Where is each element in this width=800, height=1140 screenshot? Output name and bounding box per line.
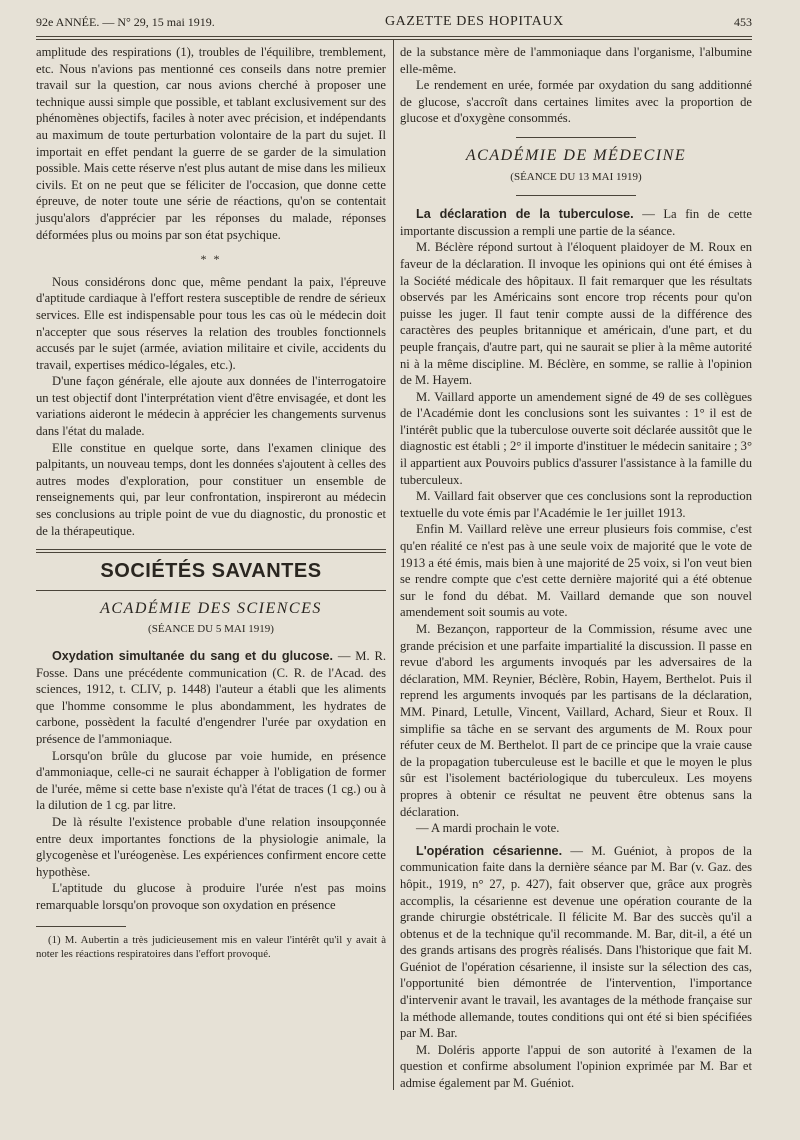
- issue-info: 92e ANNÉE. — N° 29, 15 mai 1919.: [36, 14, 215, 29]
- section-title: SOCIÉTÉS SAVANTES: [100, 560, 322, 583]
- paragraph: Le rendement en urée, formée par oxydation du sang additionné de glucose, s'accroît dans certaines limites avec la proportion de glucose et d'oxygène consommés.: [400, 78, 752, 126]
- section-rule-bottom: [36, 590, 386, 591]
- article-lead: La déclaration de la tuberculose.: [416, 207, 634, 222]
- section-rule-top: [36, 549, 386, 553]
- paragraph: Nous considérons donc que, même pendant la paix, l'épreuve d'aptitude cardiaque à l'effort restera susceptible de rendre de sérieux services. Elle est indispensable pour tous les cas où le médecin doit n'accepter que sous réserves la relation des troubles fonctionnels accusés par le sujet (armée, aviation militaire et civile, accidents du travail, expertises médico-légales, etc.).: [36, 274, 386, 372]
- paragraph: L'aptitude du glucose à produire l'urée n'est pas moins remarquable lorsqu'on provoque son oxydation en présence: [36, 881, 386, 912]
- article-paragraph: [36, 648, 386, 748]
- paragraph: M. Béclère répond surtout à l'éloquent plaidoyer de M. Roux en faveur de la déclaration. Il invoque les opinions qui ont été émises à la Société médicale des hôpitaux. Il fait remarquer que les résultats observés par les Américains sont encore trop récents pour qu'on puisse les juger. Il faut tenir compte aussi de la différence des caractères des peuples britannique et américain, d'une part, et du peuple français, d'autre part, qui ne saurait se plier à la même autorité ni à la même discipline. M. Béclère, en somme, se rallie à l'opinion de M. Hayem.: [400, 240, 752, 388]
- paragraph: M. Doléris apporte l'appui de son autorité à l'examen de la question et confirme absolument l'opinion exprimée par M. Bar et admise également par M. Guéniot.: [400, 1042, 752, 1091]
- paragraph: — A mardi prochain le vote.: [416, 821, 560, 836]
- paragraph: De là résulte l'existence probable d'une relation insoupçonnée entre deux importantes fonctions de la physiologie animale, la glycogenèse et l'uréogenèse. Les expériences confirment encore cette hypothèse.: [36, 814, 386, 879]
- paragraph: amplitude des respirations (1), troubles de l'équilibre, tremblement, etc. Nous n'avions pas mentionné ces conseils dans notre premier travail sur la question, car nous avions cherché à proposer une technique aussi simple que possible, et tablant exclusivement sur des phénomènes objectifs, faciles à noter avec précision, et indépendants au maximum de toute perturbation volontaire de la part du sujet. Il importait en effet pendant la guerre de se garder de la simulation possible. Mais cette réserve n'est plus autant de mise dans les milieux civils. Et on ne peut que se féliciter de l'occasion, que donne cette épreuve, de noter toute une série de réactions, qu'on se contentait jusqu'alors d'apprécier par les réponses du malade, réponses déformées plus ou moins par son état psychique.: [36, 45, 386, 242]
- footnote-rule: [36, 926, 126, 927]
- footnote: (1) M. Aubertin a très judicieusement mis en valeur l'intérêt qu'il y avait à noter les réactions respiratoires dans l'effort provoqué.: [36, 933, 386, 960]
- page-number: 453: [733, 14, 752, 29]
- academy-title: ACADÉMIE DE MÉDECINE: [465, 146, 687, 164]
- paragraph: D'une façon générale, elle ajoute aux données de l'interrogatoire un test objectif dont l'interprétation vient d'être envisagée, et dont les variations aideront le médecin à apprécier les changements survenus dans l'état du malade.: [36, 374, 386, 439]
- article-text: — La fin de cette importante discussion a rempli une partie de la séance.: [400, 207, 752, 238]
- article-text: — M. Guéniot, à propos de la communication faite dans la dernière séance par M. Bar (v. Gaz. des hôpit., 1919, n° 27, p. 427), fait observer que, grâce aux progrès accomplis, la césarienne est devenue une opération courante de la grande chirurgie obstétricale. Il félicite M. Bar des succès qu'il a obtenus et de la technique qu'il recommande. M. Bar, dit-il, a été un des grands artisans des progrès réalisés. Dans l'historique que fait M. Guéniot de l'opération césarienne, il insiste sur la sélection des cas, l'opportunité bien démontrée de l'intervention, l'importance d'intervenir avant le travail, les avantages de la méthode française sur la méthode allemande, toutes conditions qui ont été si bien spécifiées par M. Bar.: [400, 843, 752, 1041]
- running-header: [36, 10, 752, 34]
- short-rule: [516, 137, 636, 138]
- paragraph: Enfin M. Vaillard relève une erreur plusieurs fois commise, c'est qu'en réalité ce n'est pas à une seule voix de majorité que le vote de 1913 a été émis, mais bien à une majorité de 25 voix, si l'on veut bien se rendre compte que c'est cette dernière majorité qui a été obtenue sur le fond du débat. M. Vaillard demande que son nouvel amendement soit soumis au vote.: [400, 522, 752, 620]
- asterism: * *: [200, 252, 222, 267]
- session-date: (SÉANCE DU 13 MAI 1919): [510, 170, 642, 183]
- article-paragraph: [400, 206, 752, 239]
- right-column: [400, 44, 752, 1092]
- article-text: — M. R. Fosse. Dans une précédente communication (C. R. de l'Acad. des sciences, 1912, t. CLIV, p. 1448) l'auteur a établi que les aliments que l'homme consomme le plus abondamment, les hydrates de carbone, possèdent la faculté d'engendrer l'urée par oxydation en présence de l'ammoniaque.: [36, 649, 386, 746]
- session-date: (SÉANCE DU 5 MAI 1919): [148, 623, 274, 636]
- short-rule: [516, 195, 636, 196]
- column-divider: [393, 40, 394, 1090]
- article-paragraph: [400, 843, 752, 1042]
- paragraph: Elle constitue en quelque sorte, dans l'examen clinique des palpitants, un nouveau temps, dont les données s'ajoutent à celles des autres modes d'exploration, pour constituer un ensemble de renseignements qui, par leur confrontation, inspireront au médecin ses conclusions au triple point de vue du diagnostic, du pronostic et de la thérapeutique.: [36, 440, 386, 538]
- paragraph: de la substance mère de l'ammoniaque dans l'organisme, l'albumine elle-même.: [400, 45, 752, 76]
- header-rule-double: [36, 39, 752, 40]
- paragraph: M. Vaillard apporte un amendement signé de 49 de ses collègues de l'Académie dont les conclusions sont les suivantes : 1° il est de l'intérêt public que la tuberculose ouverte soit déclarée aussitôt que le diagnostic est établi ; 2° il importe d'instituer le médecin sanitaire ; 3° il appartient aux Pouvoirs publics d'assurer l'assistance à la famille du tuberculeux.: [400, 389, 752, 487]
- left-column: [36, 44, 386, 961]
- paragraph: Lorsqu'on brûle du glucose par voie humide, en présence d'ammoniaque, celle-ci ne saurait échapper à l'obligation de former de l'urée, même si cette base n'existe qu'à l'état de traces (1 cg.) ou à la dilution de 1 cg. par litre.: [36, 748, 386, 813]
- header-rule: [36, 36, 752, 37]
- paragraph: M. Vaillard fait observer que ces conclusions sont la reproduction textuelle du vote émis par l'Académie le 1er juillet 1913.: [400, 489, 752, 520]
- journal-title: GAZETTE DES HOPITAUX: [384, 14, 564, 29]
- article-lead: L'opération césarienne.: [416, 843, 563, 858]
- academy-title: ACADÉMIE DES SCIENCES: [100, 599, 322, 617]
- article-lead: Oxydation simultanée du sang et du glucose.: [52, 649, 333, 663]
- paragraph: M. Bezançon, rapporteur de la Commission, résume avec une grande précision et une parfaite impartialité la discussion. Il passe en revue d'abord les arguments invoqués par les adversaires de la déclaration, MM. Reynier, Béclère, Robin, Hayem, Berthelot. Puis il reprend les arguments invoqués par les partisans de la déclaration, MM. Pinard, Letulle, Vincent, Vaillard, Achard, Sieur et Roux. Il simplifie sa tâche en se servant des arguments de M. Roux pour réfuter ceux de M. Berthelot. Il part de ce principe que la vraie cause de la propagation tuberculeuse est le bacille et que le moyen le plus sûr est l'isolement bactériologique du tuberculeux. Les moyens propres à obtenir ce résultat ne peuvent être obtenus sans la déclaration.: [400, 622, 752, 819]
